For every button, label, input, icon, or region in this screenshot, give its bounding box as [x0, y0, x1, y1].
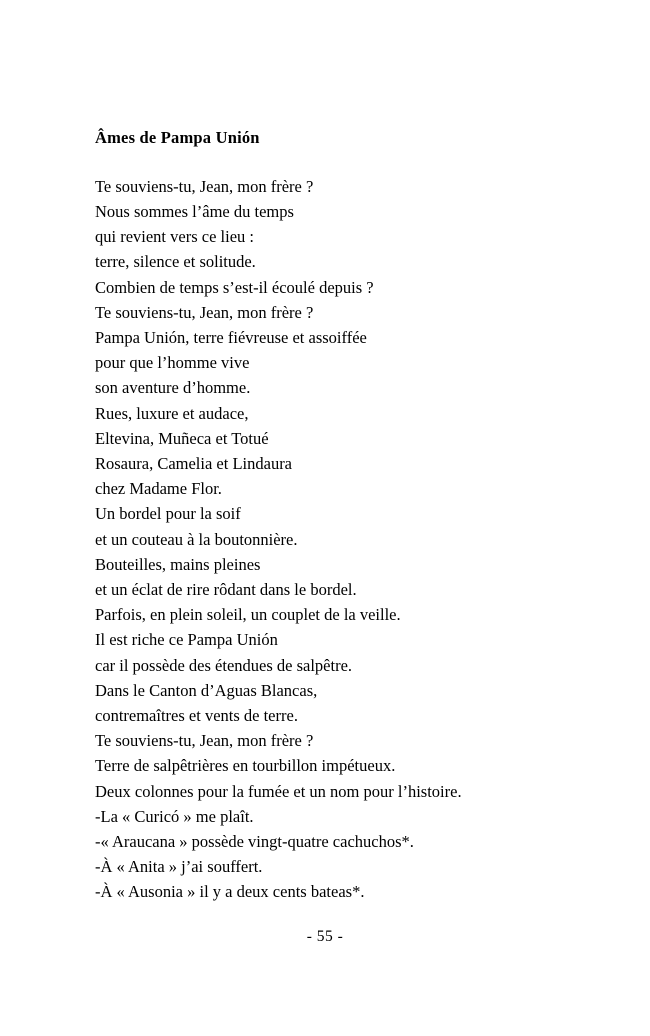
- poem-line: Combien de temps s’est-il écoulé depuis ?: [95, 277, 374, 297]
- poem-line: Nous sommes l’âme du temps: [95, 202, 294, 221]
- poem-line: Te souviens-tu, Jean, mon frère ?: [95, 176, 314, 196]
- poem-line: -« Araucana » possède vingt-quatre cachuchos*.: [95, 832, 414, 852]
- poem-line: car il possède des étendues de salpêtre.: [95, 655, 353, 675]
- poem-line: Il est riche ce Pampa Unión: [95, 630, 278, 650]
- poem-line: Deux colonnes pour la fumée et un nom pour l’histoire.: [95, 781, 462, 801]
- poem-line: Parfois, en plein soleil, un couplet de la veille.: [95, 605, 401, 625]
- poem-line: Eltevina, Muñeca et Totué: [95, 428, 269, 448]
- poem-line: chez Madame Flor.: [95, 479, 222, 499]
- poem-line: Te souviens-tu, Jean, mon frère ?: [95, 302, 314, 322]
- poem-line: terre, silence et solitude.: [95, 252, 256, 272]
- poem-line: Bouteilles, mains pleines: [95, 554, 261, 574]
- page-content: [95, 128, 565, 905]
- poem-line: Rues, luxure et audace,: [95, 403, 249, 423]
- poem-line: Dans le Canton d’Aguas Blancas,: [95, 680, 318, 700]
- poem-body: [95, 174, 565, 905]
- poem-line: -La « Curicó » me plaît.: [95, 806, 254, 826]
- poem-line: et un éclat de rire rôdant dans le bordel.: [95, 580, 357, 600]
- poem-line: Terre de salpêtrières en tourbillon impétueux.: [95, 756, 396, 776]
- poem-line: Pampa Unión, terre fiévreuse et assoiffée: [95, 328, 367, 348]
- poem-line: -À « Ausonia » il y a deux cents bateas*.: [95, 882, 365, 902]
- poem-line: son aventure d’homme.: [95, 378, 251, 398]
- poem-line: pour que l’homme vive: [95, 353, 250, 373]
- poem-line: qui revient vers ce lieu :: [95, 227, 254, 247]
- poem-line: Un bordel pour la soif: [95, 504, 241, 524]
- poem-line: et un couteau à la boutonnière.: [95, 529, 298, 549]
- poem-line: Rosaura, Camelia et Lindaura: [95, 454, 293, 474]
- poem-line: Te souviens-tu, Jean, mon frère ?: [95, 731, 314, 751]
- page-number: - 55 -: [306, 928, 344, 945]
- poem-title: Âmes de Pampa Unión: [95, 128, 260, 147]
- poem-line: contremaîtres et vents de terre.: [95, 706, 298, 726]
- poem-line: -À « Anita » j’ai souffert.: [95, 857, 263, 877]
